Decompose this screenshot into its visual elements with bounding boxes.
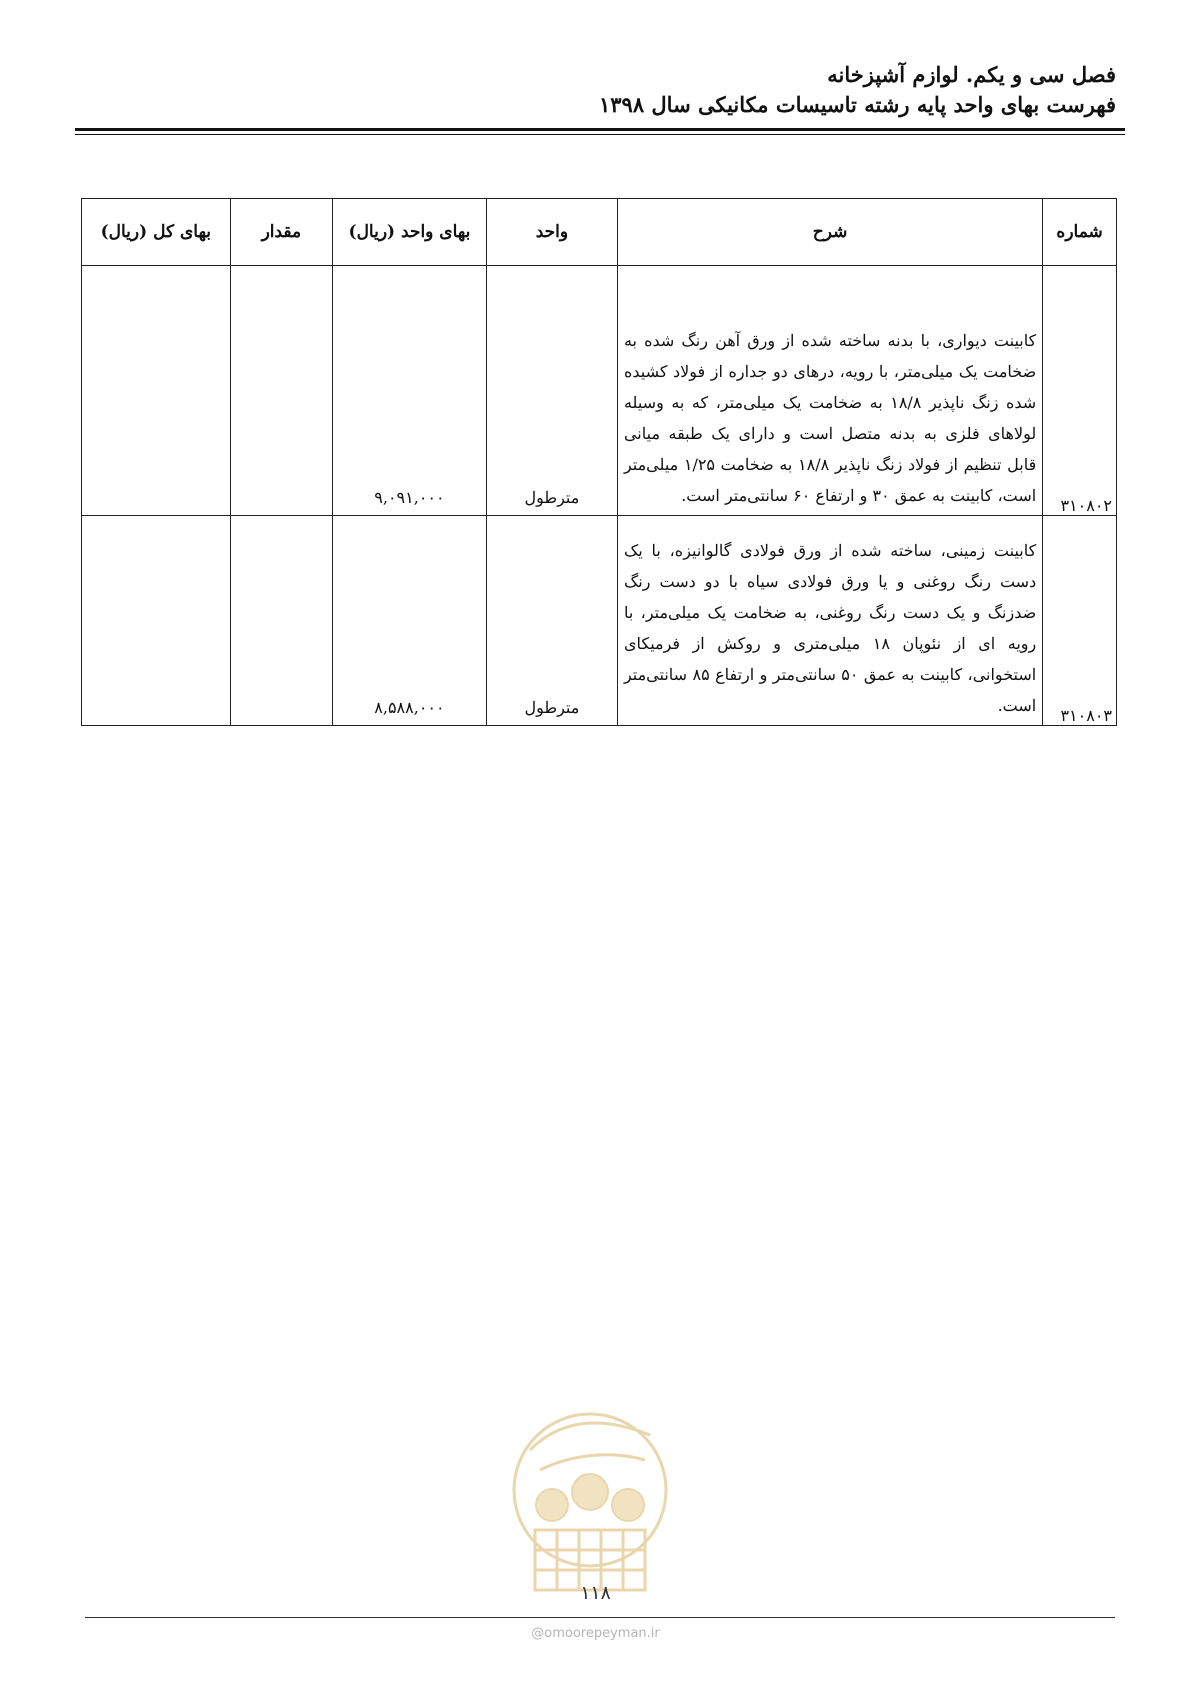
price-list-table bbox=[81, 198, 1117, 726]
item-code: ۳۱۰۸۰۲ bbox=[1043, 266, 1117, 516]
column-header-code: شماره bbox=[1043, 199, 1117, 266]
column-header-description: شرح bbox=[617, 199, 1042, 266]
item-unit-price: ۹,۰۹۱,۰۰۰ bbox=[333, 266, 487, 516]
omoorepeyman-seal-logo bbox=[510, 1380, 670, 1600]
footer-rule bbox=[85, 1617, 1115, 1618]
table-header-row bbox=[82, 199, 1117, 266]
website-watermark: @omoorepeyman.ir bbox=[531, 1626, 660, 1641]
item-unit: مترطول bbox=[486, 266, 617, 516]
column-header-quantity: مقدار bbox=[230, 199, 332, 266]
price-list-title: فهرست بهای واحد پایه رشته تاسیسات مکانیکی سال ۱۳۹۸ bbox=[598, 92, 1116, 117]
column-header-total-price: بهای کل (ریال) bbox=[82, 199, 231, 266]
header-rule-thick bbox=[75, 128, 1125, 131]
header-rule-thin bbox=[75, 134, 1125, 135]
item-quantity bbox=[230, 266, 332, 516]
item-unit-price: ۸,۵۸۸,۰۰۰ bbox=[333, 516, 487, 726]
item-unit: مترطول bbox=[486, 516, 617, 726]
chapter-title: فصل سی و یکم. لوازم آشپزخانه bbox=[827, 62, 1116, 87]
item-total-price bbox=[82, 266, 231, 516]
table-row bbox=[82, 266, 1117, 516]
table-row bbox=[82, 516, 1117, 726]
page-header bbox=[66, 60, 1116, 120]
column-header-unit: واحد bbox=[486, 199, 617, 266]
item-code: ۳۱۰۸۰۳ bbox=[1043, 516, 1117, 726]
page-number: ۱۱۸ bbox=[580, 1582, 611, 1604]
item-quantity bbox=[230, 516, 332, 726]
item-description: کابینت زمینی، ساخته شده از ورق فولادی گالوانیزه، با یک دست رنگ روغنی و یا ورق فولادی سیاه با دو دست رنگ ضدزنگ و یک دست رنگ روغنی، به ضخامت یک میلی‌متر، با رویه ای از نئوپان ۱۸ میلی‌متری و روکش از فرمیکای استخوانی، کابینت به عمق ۵۰ سانتی‌متر و ارتفاع ۸۵ سانتی‌متر است. bbox=[617, 516, 1042, 726]
item-description: کابینت دیواری، با بدنه ساخته شده از ورق آهن رنگ شده به ضخامت یک میلی‌متر، با رویه، درهای دو جداره از فولاد کشیده شده زنگ ناپذیر ۱۸/۸ به ضخامت یک میلی‌متر، که به وسیله لولاهای فلزی به بدنه متصل است و دارای یک طبقه میانی قابل تنظیم از فولاد زنگ ناپذیر ۱۸/۸ به ضخامت ۱/۲۵ میلی‌متر است، کابینت به عمق ۳۰ و ارتفاع ۶۰ سانتی‌متر است. bbox=[617, 266, 1042, 516]
item-total-price bbox=[82, 516, 231, 726]
column-header-unit-price: بهای واحد (ریال) bbox=[333, 199, 487, 266]
